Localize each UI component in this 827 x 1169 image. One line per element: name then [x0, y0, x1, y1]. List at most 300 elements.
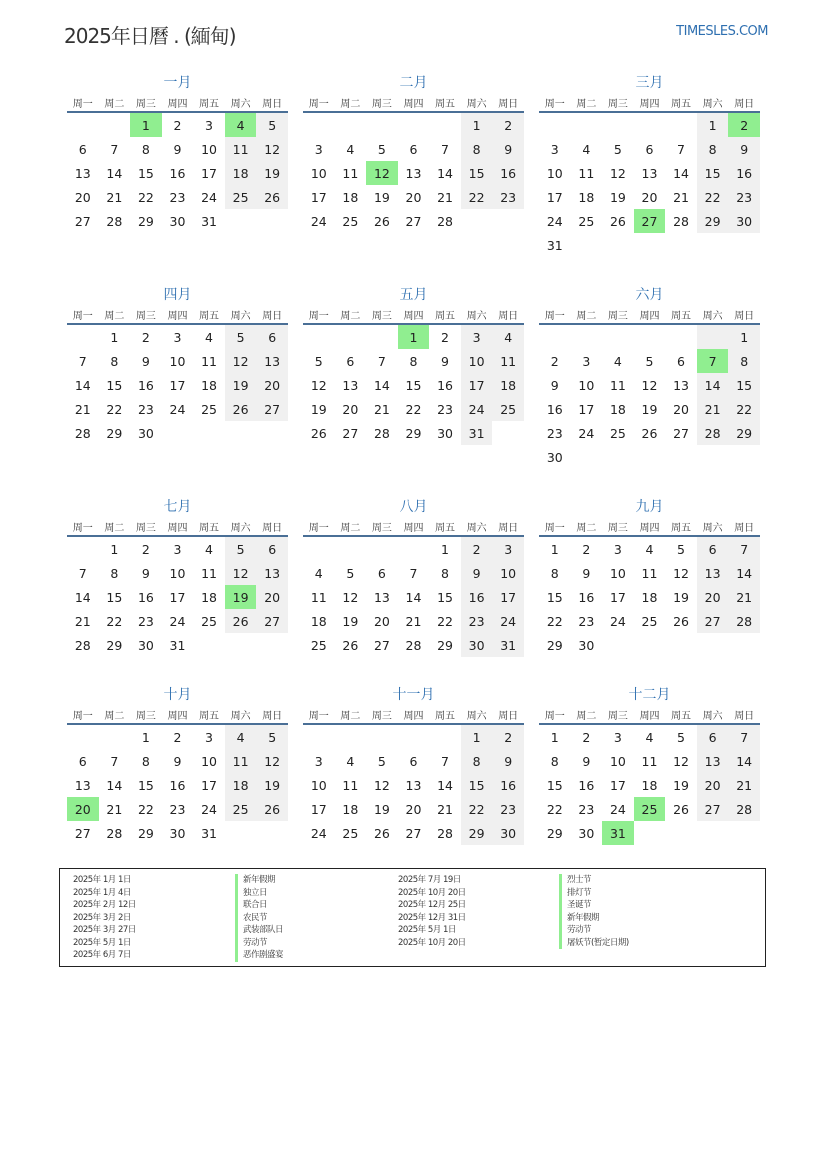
day-cell: 7	[728, 536, 760, 561]
day-cell: 3	[550, 141, 559, 157]
day-cell: 4	[205, 541, 213, 557]
weekday-header: 周一	[67, 93, 99, 112]
day-cell: 2	[550, 353, 559, 369]
day-cell: 14	[74, 589, 91, 605]
day-cell: 20	[641, 189, 658, 205]
weekday-header: 周四	[162, 93, 194, 112]
day-cell: 23	[578, 613, 595, 629]
empty-cell	[398, 724, 430, 749]
month-6	[539, 285, 760, 469]
weekday-header: 周六	[461, 305, 493, 324]
day-cell: 26	[256, 185, 288, 209]
day-cell: 20	[67, 797, 99, 821]
day-cell: 22	[461, 797, 493, 821]
day-cell: 20	[74, 189, 91, 205]
day-cell: 27	[256, 609, 288, 633]
day-cell: 15	[437, 589, 453, 605]
day-cell: 26	[373, 213, 390, 229]
day-cell: 7	[697, 349, 729, 373]
day-cell: 29	[461, 821, 493, 845]
day-cell: 6	[645, 141, 654, 157]
day-cell: 29	[546, 825, 563, 841]
empty-cell	[634, 324, 666, 349]
day-cell: 27	[74, 213, 91, 229]
weekday-header: 周三	[366, 305, 398, 324]
day-cell: 15	[405, 377, 422, 393]
day-cell: 17	[169, 589, 186, 605]
day-cell: 10	[201, 141, 217, 157]
empty-cell	[492, 421, 524, 445]
empty-cell	[162, 421, 194, 445]
day-cell: 9	[141, 565, 150, 581]
day-cell: 30	[728, 209, 760, 233]
empty-cell	[665, 445, 697, 469]
day-cell: 29	[728, 421, 760, 445]
empty-cell	[571, 233, 603, 257]
day-cell: 24	[169, 401, 186, 417]
day-cell: 8	[461, 749, 493, 773]
day-cell: 4	[225, 112, 257, 137]
day-cell: 3	[314, 141, 323, 157]
day-cell: 18	[342, 801, 359, 817]
day-cell: 13	[697, 749, 729, 773]
day-cell: 1	[461, 724, 493, 749]
day-cell: 12	[673, 565, 689, 581]
weekday-header: 周日	[256, 305, 288, 324]
month-5	[303, 285, 524, 445]
day-cell: 10	[609, 753, 626, 769]
day-cell: 24	[492, 609, 524, 633]
day-cell: 24	[578, 425, 595, 441]
day-cell: 9	[141, 353, 150, 369]
day-cell: 21	[106, 801, 123, 817]
holiday-date: 2025年 2月 12日	[73, 900, 136, 910]
day-cell: 20	[256, 585, 288, 609]
day-cell: 17	[609, 589, 626, 605]
day-cell: 21	[106, 189, 123, 205]
day-cell: 30	[137, 425, 154, 441]
day-cell: 14	[74, 377, 91, 393]
day-cell: 12	[342, 589, 359, 605]
day-cell: 17	[201, 165, 217, 181]
day-cell: 3	[582, 353, 591, 369]
empty-cell	[193, 633, 225, 657]
day-cell: 11	[578, 165, 595, 181]
day-cell: 8	[441, 565, 449, 581]
day-cell: 26	[641, 425, 658, 441]
day-cell: 21	[673, 189, 689, 205]
day-cell: 18	[201, 589, 217, 605]
day-cell: 24	[169, 613, 186, 629]
day-cell: 4	[225, 724, 257, 749]
weekday-header: 周一	[539, 705, 571, 724]
weekday-header: 周六	[697, 705, 729, 724]
empty-cell	[256, 633, 288, 657]
day-cell: 29	[697, 209, 729, 233]
day-cell: 7	[677, 141, 685, 157]
day-cell: 2	[441, 329, 449, 345]
holiday-name: 屠妖节(暂定日期)	[559, 937, 629, 950]
month-11	[303, 685, 524, 845]
holiday-date: 2025年 3月 2日	[73, 912, 131, 923]
empty-cell	[429, 112, 461, 137]
empty-cell	[665, 821, 697, 845]
day-cell: 31	[602, 821, 634, 845]
empty-cell	[602, 233, 634, 257]
empty-cell	[335, 112, 367, 137]
day-cell: 13	[673, 377, 689, 393]
day-cell: 20	[697, 773, 729, 797]
weekday-header: 周四	[162, 305, 194, 324]
holiday-name: 联合日	[235, 899, 283, 912]
day-cell: 29	[137, 825, 154, 841]
weekday-header: 周二	[99, 517, 131, 536]
empty-cell	[697, 445, 729, 469]
empty-cell	[429, 724, 461, 749]
day-cell: 23	[137, 613, 154, 629]
day-cell: 12	[673, 753, 689, 769]
weekday-header: 周四	[634, 705, 666, 724]
empty-cell	[728, 821, 760, 845]
day-cell: 30	[546, 449, 563, 465]
day-cell: 27	[634, 209, 666, 233]
day-cell: 2	[141, 541, 150, 557]
empty-cell	[366, 536, 398, 561]
day-cell: 3	[205, 117, 213, 133]
holiday-name: 恶作剧盛宴	[235, 949, 283, 962]
day-cell: 1	[728, 324, 760, 349]
day-cell: 13	[74, 165, 91, 181]
weekday-header: 周六	[697, 305, 729, 324]
empty-cell	[602, 112, 634, 137]
site-link[interactable]: TIMESLES.COM	[676, 24, 768, 39]
weekday-header: 周四	[634, 305, 666, 324]
day-cell: 13	[405, 777, 422, 793]
day-cell: 16	[137, 377, 154, 393]
day-cell: 4	[346, 753, 355, 769]
weekday-header: 周三	[602, 517, 634, 536]
weekday-header: 周一	[303, 705, 335, 724]
day-cell: 18	[609, 401, 626, 417]
day-cell: 15	[546, 777, 563, 793]
day-cell: 29	[106, 425, 123, 441]
day-cell: 14	[106, 777, 123, 793]
day-cell: 2	[461, 536, 493, 561]
day-cell: 4	[492, 324, 524, 349]
weekday-header: 周二	[335, 305, 367, 324]
weekday-header: 周二	[99, 705, 131, 724]
day-cell: 19	[641, 401, 658, 417]
day-cell: 22	[106, 613, 123, 629]
day-cell: 6	[346, 353, 355, 369]
day-cell: 16	[437, 377, 453, 393]
holiday-date: 2025年 12月 31日	[398, 912, 466, 923]
weekday-header: 周日	[728, 705, 760, 724]
empty-cell	[665, 324, 697, 349]
day-cell: 2	[582, 729, 591, 745]
day-cell: 11	[201, 353, 217, 369]
day-cell: 10	[546, 165, 563, 181]
day-cell: 5	[677, 729, 685, 745]
day-cell: 15	[697, 161, 729, 185]
day-cell: 22	[137, 801, 154, 817]
day-cell: 21	[74, 401, 91, 417]
day-cell: 10	[201, 753, 217, 769]
holiday-date: 2025年 1月 1日	[73, 875, 131, 885]
weekday-header: 周五	[429, 305, 461, 324]
weekday-header: 周二	[335, 517, 367, 536]
empty-cell	[256, 421, 288, 445]
empty-cell	[225, 209, 257, 233]
day-cell: 30	[437, 425, 453, 441]
day-cell: 30	[578, 825, 595, 841]
day-cell: 28	[405, 637, 422, 653]
day-cell: 1	[550, 541, 559, 557]
empty-cell	[571, 445, 603, 469]
day-cell: 26	[609, 213, 626, 229]
day-cell: 16	[578, 589, 595, 605]
day-cell: 28	[728, 797, 760, 821]
weekday-header: 周三	[130, 517, 162, 536]
day-cell: 27	[697, 797, 729, 821]
day-cell: 21	[373, 401, 390, 417]
weekday-header: 周三	[130, 305, 162, 324]
month-4	[67, 285, 288, 445]
day-cell: 26	[673, 613, 689, 629]
day-cell: 7	[441, 141, 449, 157]
day-cell: 23	[169, 189, 186, 205]
day-cell: 14	[106, 165, 123, 181]
day-cell: 14	[673, 165, 689, 181]
weekday-header: 周日	[256, 517, 288, 536]
weekday-header: 周五	[665, 93, 697, 112]
day-cell: 9	[492, 749, 524, 773]
day-cell: 16	[492, 161, 524, 185]
empty-cell	[728, 633, 760, 657]
day-cell: 25	[641, 613, 658, 629]
day-cell: 23	[492, 797, 524, 821]
day-cell: 19	[373, 189, 390, 205]
day-cell: 30	[578, 637, 595, 653]
day-cell: 6	[256, 324, 288, 349]
day-cell: 19	[310, 401, 327, 417]
day-cell: 10	[609, 565, 626, 581]
day-cell: 20	[673, 401, 689, 417]
day-cell: 3	[173, 329, 182, 345]
empty-cell	[461, 209, 493, 233]
day-cell: 29	[405, 425, 422, 441]
day-cell: 18	[342, 189, 359, 205]
day-cell: 10	[310, 777, 327, 793]
month-name: 九月	[635, 499, 664, 515]
day-cell: 27	[405, 213, 422, 229]
day-cell: 7	[110, 753, 119, 769]
month-name: 六月	[635, 287, 664, 303]
weekday-header: 周二	[99, 305, 131, 324]
day-cell: 18	[641, 777, 658, 793]
day-cell: 16	[492, 773, 524, 797]
day-cell: 23	[437, 401, 453, 417]
day-cell: 5	[225, 536, 257, 561]
empty-cell	[303, 112, 335, 137]
holiday-name: 劳动节	[559, 924, 629, 937]
day-cell: 17	[310, 801, 327, 817]
month-2	[303, 73, 524, 233]
empty-cell	[366, 112, 398, 137]
day-cell: 10	[169, 565, 186, 581]
day-cell: 23	[169, 801, 186, 817]
weekday-header: 周日	[492, 93, 524, 112]
empty-cell	[665, 233, 697, 257]
day-cell: 30	[137, 637, 154, 653]
empty-cell	[256, 821, 288, 845]
month-8	[303, 497, 524, 657]
day-cell: 19	[373, 801, 390, 817]
day-cell: 25	[634, 797, 666, 821]
weekday-header: 周六	[225, 305, 257, 324]
weekday-header: 周日	[492, 517, 524, 536]
day-cell: 11	[201, 565, 217, 581]
day-cell: 15	[728, 373, 760, 397]
weekday-header: 周五	[193, 93, 225, 112]
weekday-header: 周六	[461, 93, 493, 112]
empty-cell	[335, 724, 367, 749]
weekday-header: 周五	[665, 517, 697, 536]
day-cell: 8	[550, 753, 559, 769]
day-cell: 18	[578, 189, 595, 205]
day-cell: 23	[492, 185, 524, 209]
day-cell: 24	[201, 189, 217, 205]
day-cell: 2	[173, 117, 182, 133]
day-cell: 12	[225, 349, 257, 373]
month-1	[67, 73, 288, 233]
weekday-header: 周四	[398, 705, 430, 724]
month-3	[539, 73, 760, 257]
weekday-header: 周六	[461, 705, 493, 724]
day-cell: 16	[169, 165, 186, 181]
day-cell: 18	[310, 613, 327, 629]
month-name: 七月	[163, 499, 192, 515]
day-cell: 6	[697, 724, 729, 749]
empty-cell	[665, 633, 697, 657]
day-cell: 11	[225, 137, 257, 161]
day-cell: 8	[110, 565, 119, 581]
day-cell: 31	[169, 637, 186, 653]
day-cell: 17	[546, 189, 563, 205]
day-cell: 15	[546, 589, 563, 605]
day-cell: 3	[613, 541, 622, 557]
day-cell: 15	[461, 161, 493, 185]
month-10	[67, 685, 288, 845]
empty-cell	[225, 821, 257, 845]
day-cell: 8	[141, 753, 150, 769]
empty-cell	[728, 233, 760, 257]
empty-cell	[67, 324, 99, 349]
day-cell: 3	[173, 541, 182, 557]
day-cell: 24	[461, 397, 493, 421]
weekday-header: 周四	[162, 705, 194, 724]
holiday-names-col-1	[235, 874, 283, 962]
weekday-header: 周二	[571, 705, 603, 724]
holiday-date: 2025年 6月 7日	[73, 950, 131, 960]
day-cell: 1	[130, 112, 162, 137]
day-cell: 6	[78, 141, 87, 157]
day-cell: 6	[697, 536, 729, 561]
day-cell: 17	[492, 585, 524, 609]
day-cell: 3	[205, 729, 213, 745]
day-cell: 10	[310, 165, 327, 181]
holiday-name: 烈士节	[559, 874, 629, 887]
day-cell: 6	[78, 753, 87, 769]
day-cell: 19	[609, 189, 626, 205]
empty-cell	[539, 112, 571, 137]
day-cell: 16	[578, 777, 595, 793]
day-cell: 12	[609, 165, 626, 181]
day-cell: 6	[409, 753, 418, 769]
day-cell: 7	[377, 353, 386, 369]
day-cell: 5	[377, 753, 386, 769]
empty-cell	[303, 724, 335, 749]
weekday-header: 周一	[303, 517, 335, 536]
day-cell: 31	[461, 421, 493, 445]
day-cell: 17	[201, 777, 217, 793]
day-cell: 22	[728, 397, 760, 421]
day-cell: 1	[141, 729, 150, 745]
day-cell: 13	[256, 561, 288, 585]
day-cell: 25	[609, 425, 626, 441]
day-cell: 10	[578, 377, 595, 393]
day-cell: 5	[256, 724, 288, 749]
day-cell: 7	[78, 353, 87, 369]
day-cell: 17	[310, 189, 327, 205]
holiday-list	[59, 868, 766, 967]
day-cell: 13	[74, 777, 91, 793]
day-cell: 28	[74, 637, 91, 653]
day-cell: 31	[546, 237, 563, 253]
day-cell: 5	[225, 324, 257, 349]
day-cell: 8	[409, 353, 418, 369]
weekday-header: 周二	[571, 93, 603, 112]
day-cell: 10	[492, 561, 524, 585]
weekday-header: 周六	[461, 517, 493, 536]
day-cell: 16	[137, 589, 154, 605]
weekday-header: 周六	[697, 517, 729, 536]
day-cell: 23	[137, 401, 154, 417]
day-cell: 11	[609, 377, 626, 393]
day-cell: 11	[310, 589, 327, 605]
day-cell: 25	[201, 401, 217, 417]
day-cell: 14	[405, 589, 422, 605]
month-12	[539, 685, 760, 845]
day-cell: 24	[546, 213, 563, 229]
weekday-header: 周四	[398, 93, 430, 112]
day-cell: 1	[110, 329, 119, 345]
weekday-header: 周日	[728, 517, 760, 536]
day-cell: 24	[310, 825, 327, 841]
day-cell: 11	[225, 749, 257, 773]
weekday-header: 周三	[366, 93, 398, 112]
holiday-name: 圣诞节	[559, 899, 629, 912]
day-cell: 28	[437, 825, 453, 841]
day-cell: 1	[461, 112, 493, 137]
day-cell: 9	[441, 353, 449, 369]
day-cell: 27	[697, 609, 729, 633]
day-cell: 30	[461, 633, 493, 657]
empty-cell	[67, 112, 99, 137]
day-cell: 3	[461, 324, 493, 349]
day-cell: 5	[314, 353, 323, 369]
month-name: 一月	[163, 75, 192, 91]
